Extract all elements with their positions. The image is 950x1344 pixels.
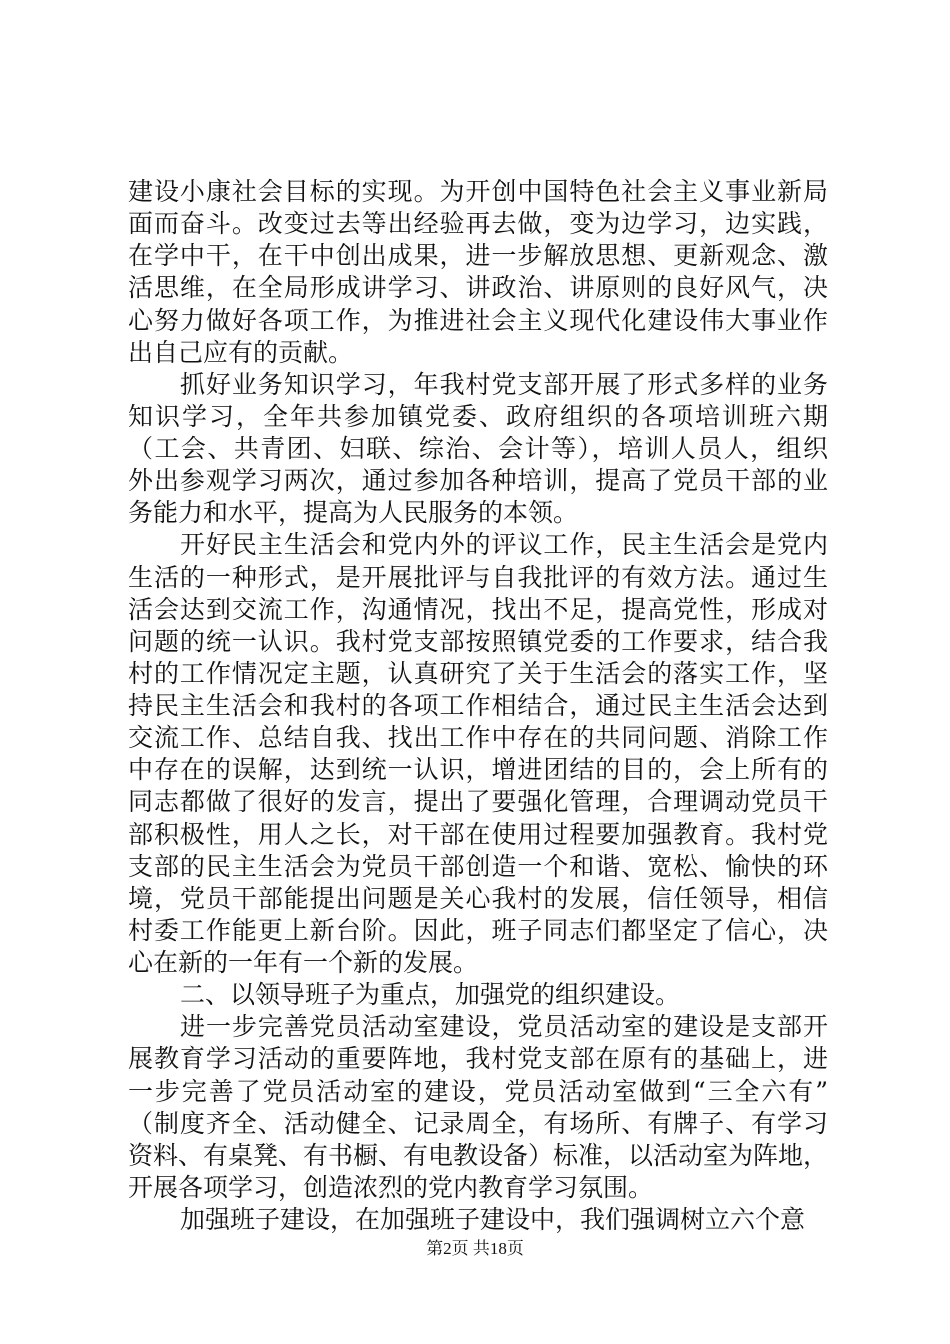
body-text-line: 务能力和水平，提高为人民服务的本领。 bbox=[128, 498, 579, 527]
body-text-line: 境，党员干部能提出问题是关心我村的发展，信任领导，相信 bbox=[128, 884, 828, 913]
body-text-line: 中存在的误解，达到统一认识，增进团结的目的，会上所有的 bbox=[128, 755, 828, 784]
body-text-line: 知识学习，全年共参加镇党委、政府组织的各项培训班六期 bbox=[128, 402, 828, 431]
body-text-line: 村的工作情况定主题，认真研究了关于生活会的落实工作，坚 bbox=[128, 659, 828, 688]
body-text-line: 村委工作能更上新台阶。因此，班子同志们都坚定了信心，决 bbox=[128, 916, 828, 945]
body-text-line: 一步完善了党员活动室的建设，党员活动室做到“三全六有” bbox=[128, 1077, 828, 1106]
body-text-line: （工会、共青团、妇联、综治、会计等），培训人员人，组织 bbox=[128, 434, 828, 463]
body-text-line: 外出参观学习两次，通过参加各种培训，提高了党员干部的业 bbox=[128, 466, 828, 495]
paragraph-first-line: 加强班子建设，在加强班子建设中，我们强调树立六个意 bbox=[180, 1205, 806, 1234]
body-text-line: 部积极性，用人之长，对干部在使用过程要加强教育。我村党 bbox=[128, 820, 828, 849]
paragraph-first-line: 开好民主生活会和党内外的评议工作，民主生活会是党内 bbox=[180, 530, 828, 559]
body-text-line: 展教育学习活动的重要阵地，我村党支部在原有的基础上，进 bbox=[128, 1044, 828, 1073]
body-text-line: （制度齐全、活动健全、记录周全，有场所、有牌子、有学习 bbox=[128, 1109, 828, 1138]
section-heading: 二、以领导班子为重点，加强党的组织建设。 bbox=[180, 980, 681, 1009]
body-text-line: 问题的统一认识。我村党支部按照镇党委的工作要求，结合我 bbox=[128, 627, 828, 656]
body-text-line: 面而奋斗。改变过去等出经验再去做，变为边学习，边实践， bbox=[128, 209, 828, 238]
body-text-line: 活思维，在全局形成讲学习、讲政治、讲原则的良好风气，决 bbox=[128, 273, 828, 302]
page-footer: 第2页 共18页 bbox=[426, 1239, 524, 1258]
body-text-line: 持民主生活会和我村的各项工作相结合，通过民主生活会达到 bbox=[128, 691, 828, 720]
paragraph-first-line: 抓好业务知识学习，年我村党支部开展了形式多样的业务 bbox=[180, 370, 828, 399]
body-text-line: 出自己应有的贡献。 bbox=[128, 338, 354, 367]
body-text-line: 交流工作、总结自我、找出工作中存在的共同问题、消除工作 bbox=[128, 723, 828, 752]
body-text-line: 心在新的一年有一个新的发展。 bbox=[128, 948, 479, 977]
body-text-line: 在学中干，在干中创出成果，进一步解放思想、更新观念、激 bbox=[128, 241, 828, 270]
body-text-line: 资料、有桌凳、有书橱、有电教设备）标准，以活动室为阵地， bbox=[128, 1141, 829, 1170]
body-text-line: 心努力做好各项工作，为推进社会主义现代化建设伟大事业作 bbox=[128, 306, 828, 335]
body-text-line: 开展各项学习，创造浓烈的党内教育学习氛围。 bbox=[128, 1173, 654, 1202]
body-text-line: 生活的一种形式，是开展批评与自我批评的有效方法。通过生 bbox=[128, 563, 828, 592]
body-text-line: 支部的民主生活会为党员干部创造一个和谐、宽松、愉快的环 bbox=[128, 852, 828, 881]
body-text-line: 同志都做了很好的发言，提出了要强化管理，合理调动党员干 bbox=[128, 787, 828, 816]
body-text-line: 建设小康社会目标的实现。为开创中国特色社会主义事业新局 bbox=[128, 177, 828, 206]
body-text-line: 活会达到交流工作，沟通情况，找出不足，提高党性，形成对 bbox=[128, 595, 828, 624]
paragraph-first-line: 进一步完善党员活动室建设，党员活动室的建设是支部开 bbox=[180, 1012, 828, 1041]
